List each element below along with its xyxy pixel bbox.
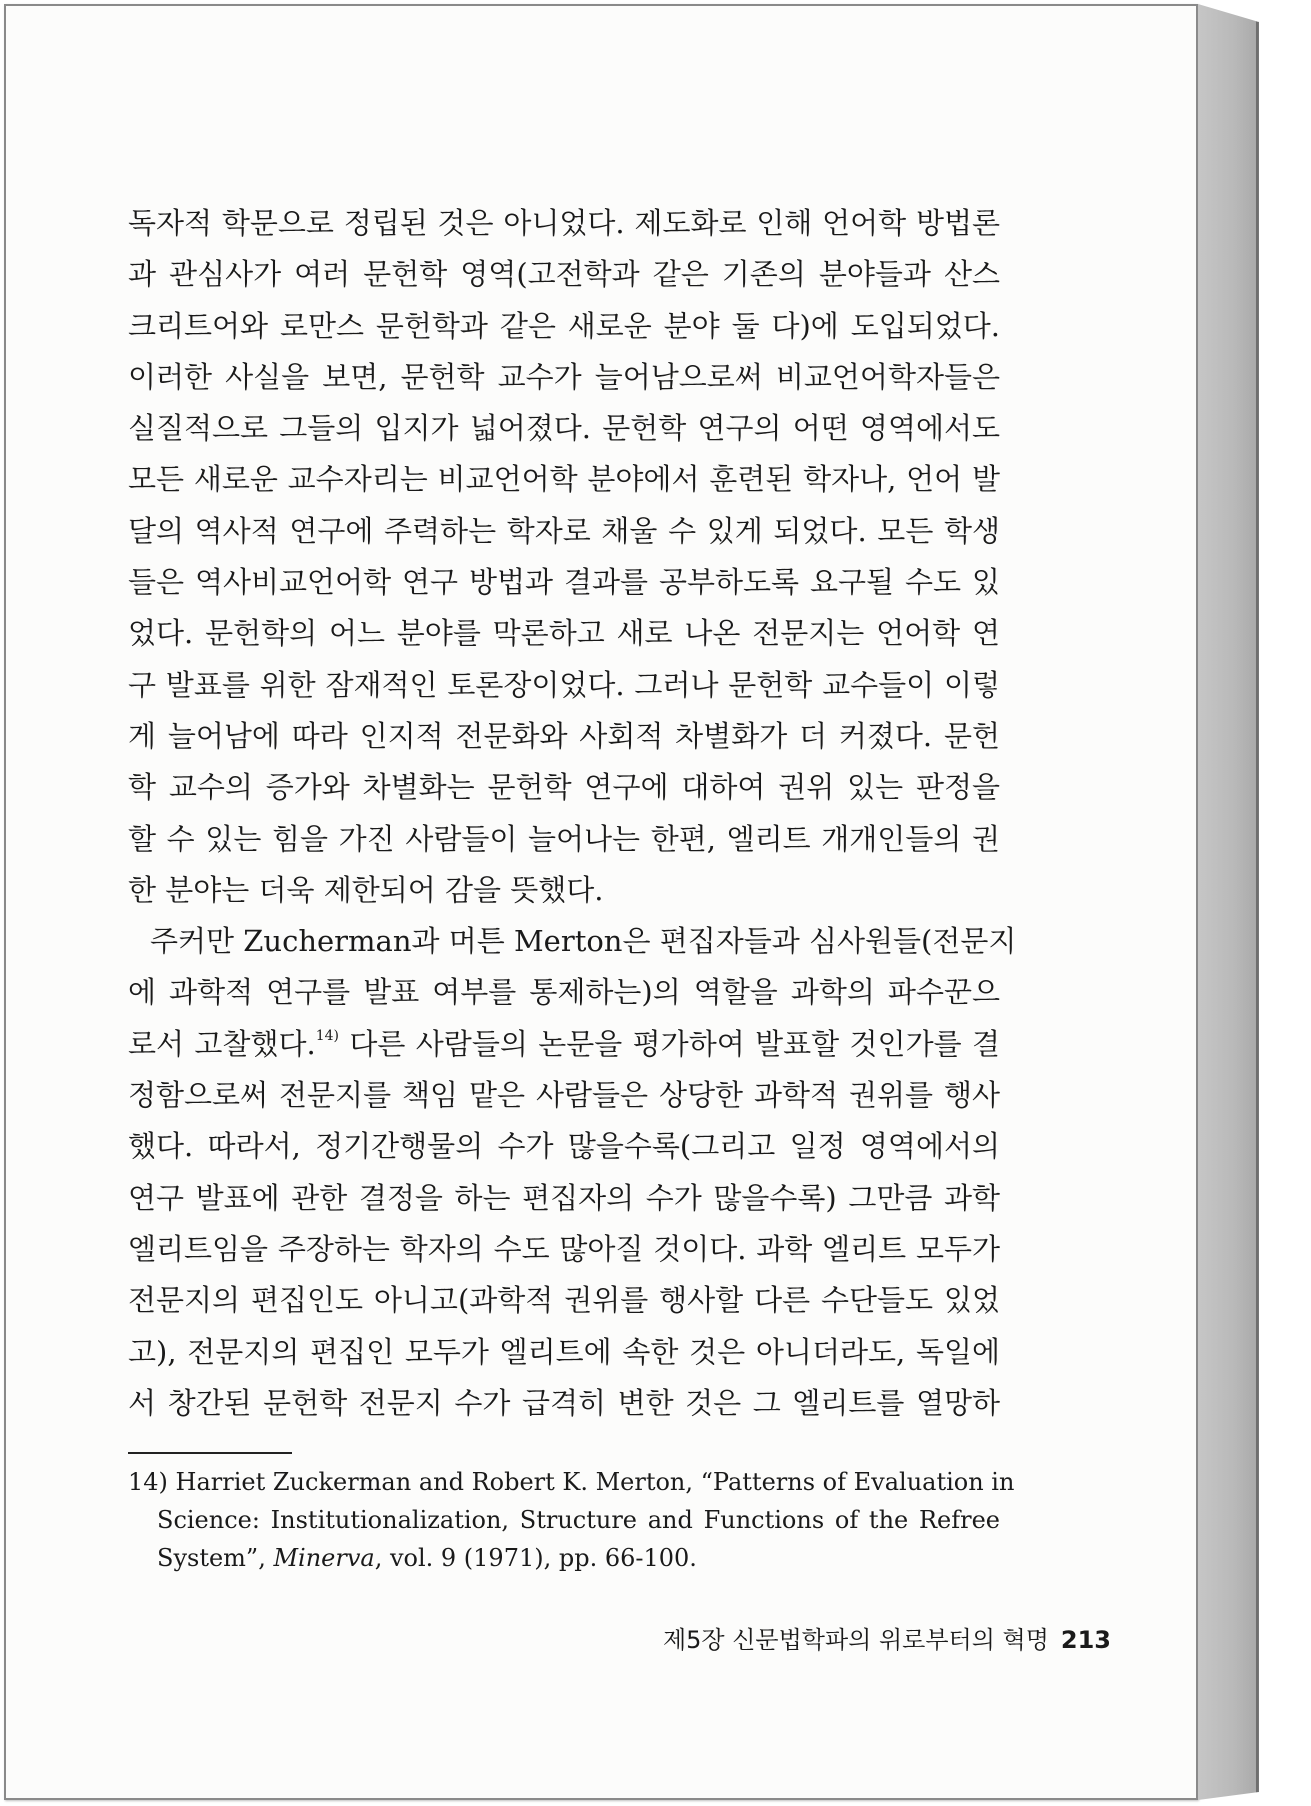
footnote <box>128 1463 1015 1577</box>
body-line: 모든 새로운 교수자리는 비교언어학 분야에서 훈련된 학자나, 언어 발 <box>128 462 1000 497</box>
body-line: 했다. 따라서, 정기간행물의 수가 많을수록(그리고 일정 영역에서의 <box>128 1129 1000 1164</box>
body-line: 에 과학적 연구를 발표 여부를 통제하는)의 역할을 과학의 파수꾼으 <box>128 975 1000 1010</box>
body-line: 한 분야는 더욱 제한되어 감을 뜻했다. <box>128 872 604 907</box>
body-line: 게 늘어남에 따라 인지적 전문화와 사회적 차별화가 더 커졌다. 문헌 <box>128 718 1000 753</box>
body-line: 독자적 학문으로 정립된 것은 아니었다. 제도화로 인해 언어학 방법론 <box>128 206 1000 240</box>
body-line: 이러한 사실을 보면, 문헌학 교수가 늘어남으로써 비교언어학자들은 <box>128 359 1000 394</box>
body-line: 엘리트임을 주장하는 학자의 수도 많아질 것이다. 과학 엘리트 모두가 <box>128 1231 1000 1266</box>
footnote-line: 14) Harriet Zuckerman and Robert K. Merton, “Patterns of Evaluation in <box>128 1468 1015 1496</box>
body-line: 구 발표를 위한 잠재적인 토론장이었다. 그러나 문헌학 교수들이 이렇 <box>128 667 1000 702</box>
body-line: 할 수 있는 힘을 가진 사람들이 늘어나는 한편, 엘리트 개개인들의 권 <box>128 821 1000 856</box>
body-line-part: 로서 고찰했다. <box>128 1026 316 1061</box>
body-line: 주커만 Zucherman과 머튼 Merton은 편집자들과 심사원들(전문지 <box>150 924 1017 959</box>
journal-title: Minerva <box>273 1544 375 1572</box>
footnote-line: Science: Institutionalization, Structure and Functions of the Refree <box>157 1506 1000 1534</box>
body-line: 과 관심사가 여러 문헌학 영역(고전학과 같은 기존의 분야들과 산스 <box>128 257 1000 292</box>
body-line: 들은 역사비교언어학 연구 방법과 결과를 공부하도록 요구될 수도 있 <box>128 565 1000 600</box>
running-footer <box>663 1620 1111 1655</box>
body-line: 전문지의 편집인도 아니고(과학적 권위를 행사할 다른 수단들도 있었 <box>128 1283 1000 1318</box>
footnote-text: , vol. 9 (1971), pp. 66-100. <box>374 1544 697 1572</box>
body-line: 실질적으로 그들의 입지가 넓어졌다. 문헌학 연구의 어떤 영역에서도 <box>128 411 1000 446</box>
body-text <box>128 198 1017 1429</box>
footnote-divider <box>128 1452 292 1454</box>
footnote-text: System”, <box>157 1544 274 1572</box>
body-line: 서 창간된 문헌학 전문지 수가 급격히 변한 것은 그 엘리트를 열망하 <box>128 1385 1000 1420</box>
body-line: 학 교수의 증가와 차별화는 문헌학 연구에 대하여 권위 있는 판정을 <box>128 770 1000 805</box>
chapter-title: 제5장 신문법학파의 위로부터의 혁명 <box>662 1626 1049 1654</box>
body-line-part: 다른 사람들의 논문을 평가하여 발표할 것인가를 결 <box>338 1026 1000 1061</box>
footnote-reference[interactable]: 14) <box>315 1027 339 1044</box>
book-page-edge <box>1198 4 1259 1800</box>
body-line: 연구 발표에 관한 결정을 하는 편집자의 수가 많을수록) 그만큼 과학 <box>128 1180 1000 1215</box>
body-line: 고), 전문지의 편집인 모두가 엘리트에 속한 것은 아니더라도, 독일에 <box>128 1334 1000 1369</box>
body-line: 정함으로써 전문지를 책임 맡은 사람들은 상당한 과학적 권위를 행사 <box>128 1078 1000 1113</box>
body-line: 크리트어와 로만스 문헌학과 같은 새로운 분야 둘 다)에 도입되었다. <box>128 308 1000 343</box>
footnote-line <box>128 1539 1000 1577</box>
body-line <box>128 1019 1000 1070</box>
page-number: 213 <box>1060 1626 1111 1654</box>
body-line: 었다. 문헌학의 어느 분야를 막론하고 새로 나온 전문지는 언어학 연 <box>128 616 1000 651</box>
body-line: 달의 역사적 연구에 주력하는 학자로 채울 수 있게 되었다. 모든 학생 <box>128 513 1000 548</box>
